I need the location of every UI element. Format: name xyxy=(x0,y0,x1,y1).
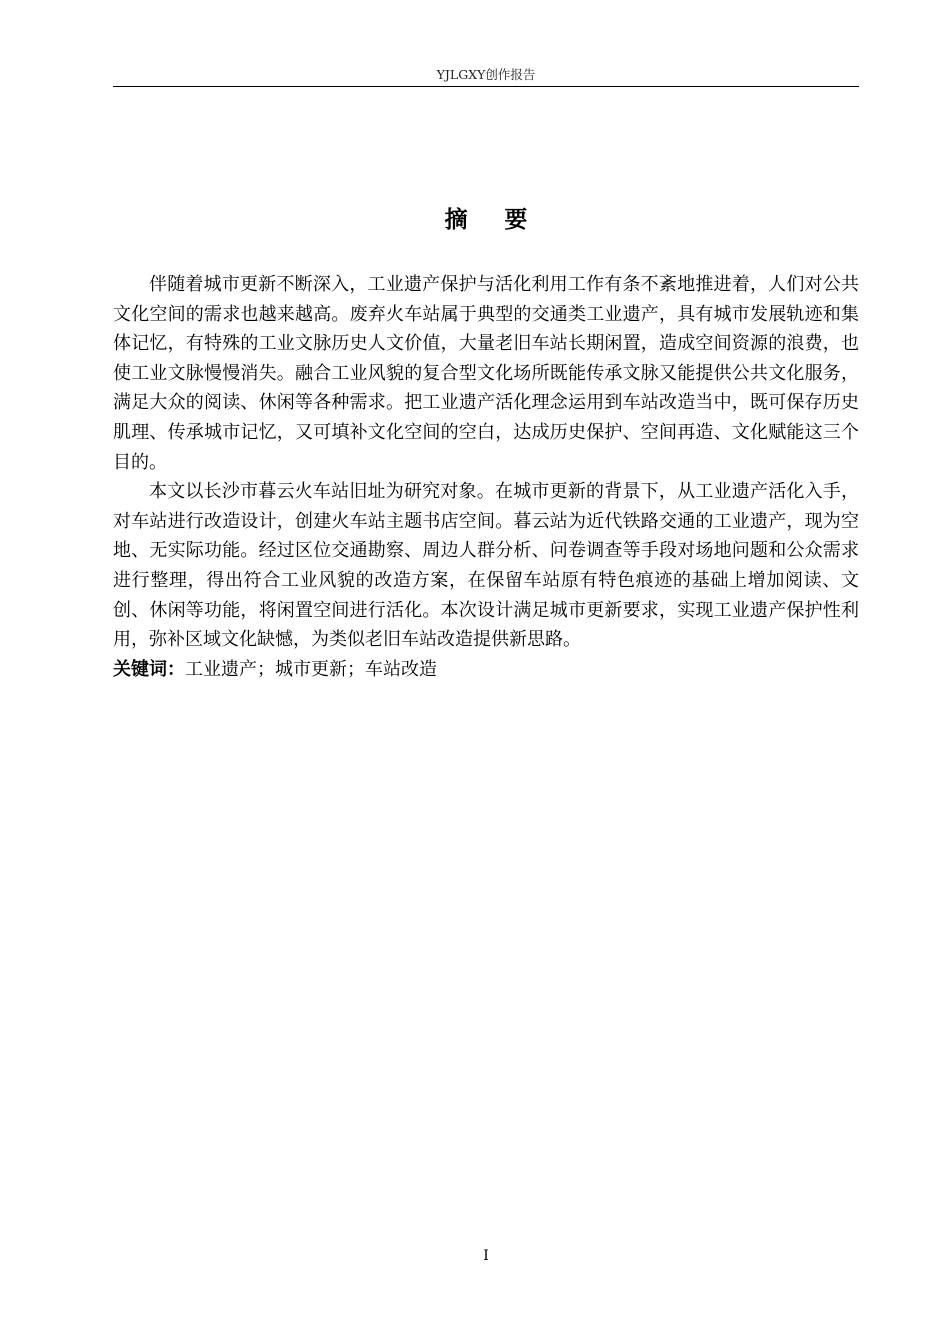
header-text: YJLGXY创作报告 xyxy=(436,67,536,82)
keywords-label: 关键词： xyxy=(113,658,185,680)
keywords-value: 工业遗产；城市更新；车站改造 xyxy=(185,658,437,680)
abstract-paragraph-2: 本文以长沙市暮云火车站旧址为研究对象。在城市更新的背景下，从工业遗产活化入手，对车站进行改造设计，创建火车站主题书店空间。暮云站为近代铁路交通的工业遗产，现为空地、无实际功能。经过区位交通勘察、周边人群分析、问卷调查等手段对场地问题和公众需求进行整理，得出符合工业风貌的改造方案，在保留车站原有特色痕迹的基础上增加阅读、文创、休闲等功能，将闲置空间进行活化。本次设计满足城市更新要求，实现工业遗产保护性利用，弥补区域文化缺憾，为类似老旧车站改造提供新思路。 xyxy=(113,481,859,651)
page-number: I xyxy=(483,1248,489,1264)
abstract-body xyxy=(113,270,859,684)
keywords-line xyxy=(113,655,859,685)
abstract-title: 摘要 xyxy=(444,207,565,233)
page-header xyxy=(113,64,859,87)
abstract-paragraph-1: 伴随着城市更新不断深入，工业遗产保护与活化利用工作有条不紊地推进着，人们对公共文化空间的需求也越来越高。废弃火车站属于典型的交通类工业遗产，具有城市发展轨迹和集体记忆，有特殊的工业文脉历史人文价值，大量老旧车站长期闲置，造成空间资源的浪费，也使工业文脉慢慢消失。融合工业风貌的复合型文化场所既能传承文脉又能提供公共文化服务，满足大众的阅读、休闲等各种需求。把工业遗产活化理念运用到车站改造当中，既可保存历史肌理、传承城市记忆，又可填补文化空间的空白，达成历史保护、空间再造、文化赋能这三个目的。 xyxy=(113,274,859,473)
